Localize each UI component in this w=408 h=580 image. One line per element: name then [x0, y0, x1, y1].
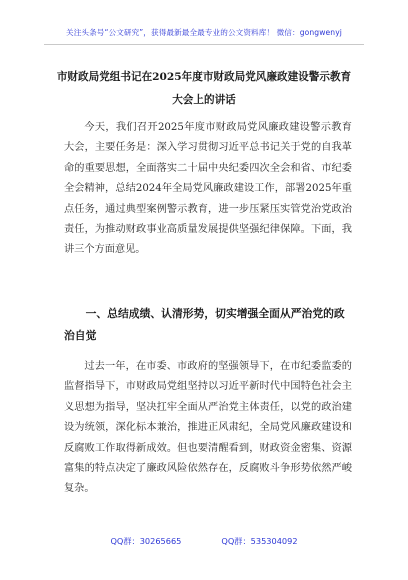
footer-qq-group-2: QQ群：535304092: [221, 536, 298, 546]
document-title: 市财政局党组书记在2025年度市财政局党风廉政建设警示教育大会上的讲话: [56, 71, 352, 106]
footer-qq-group-1: QQ群：30265665: [110, 536, 182, 546]
section-heading-1: 一、总结成绩、认清形势，切实增强全面从严治党的政治自觉: [64, 307, 345, 342]
paragraph-intro: 今天，我们召开2025年度市财政局党风廉政建设警示教育大会，主要任务是：深入学习贯彻习近平总书记关于党的自我革命的重要思想，全面落实二十届中央纪委四次全会和省、市纪委全会精神，总结2024年全局党风廉政建设工作，部署2025年重点任务，通过典型案例警示教育，进一步压紧压实管党治党政治责任，为推动财政事业高质量发展提供坚强纪律保障。下面，我讲三个方面意见。: [64, 122, 352, 256]
header-divider: [44, 44, 364, 45]
footer-contact: [0, 536, 408, 547]
paragraph-section-1: 过去一年，在市委、市政府的坚强领导下，在市纪委监委的监督指导下，市财政局党组坚持以习近平新时代中国特色社会主义思想为指导，坚决扛牢全面从严治党主体责任，以党的政治建设为统领，深化标本兼治，推进正风肃纪，全局党风廉政建设和反腐败工作取得新成效。但也要清醒看到，财政资金密集、资源富集的特点决定了廉政风险依然存在，反腐败斗争形势依然严峻复杂。: [64, 361, 352, 495]
header-promo-note: 关注头条号“公文研究”，获得最新最全最专业的公文资料库！ 微信：gongwenyj: [66, 28, 342, 37]
